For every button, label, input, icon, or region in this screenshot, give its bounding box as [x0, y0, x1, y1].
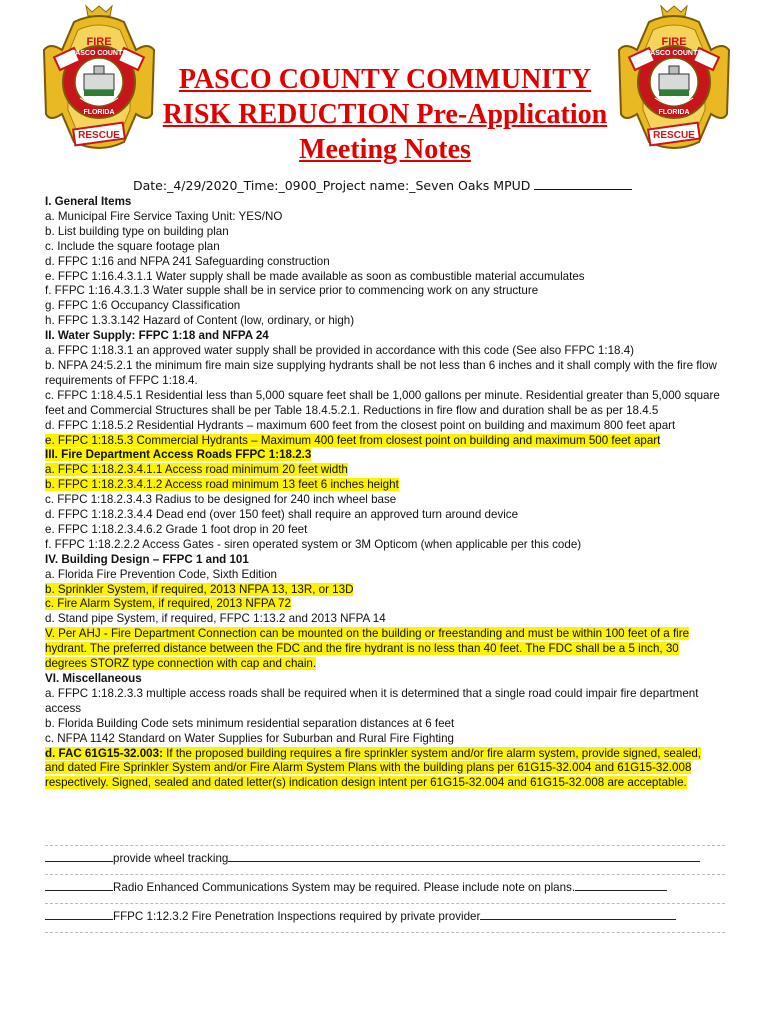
logo-ring-bottom-text: FLORIDA — [658, 109, 690, 116]
access-item-a: a. FFPC 1:18.2.3.4.1.1 Access road minimum 20 feet width — [45, 463, 348, 477]
design-item-a: a. Florida Fire Prevention Code, Sixth Edition — [45, 567, 277, 581]
misc-item-a: a. FFPC 1:18.2.3.3 multiple access roads shall be required when it is determined that a single road could impair fire department access — [45, 686, 699, 715]
note-underline — [45, 879, 113, 891]
section-heading-general: I. General Items — [45, 195, 132, 208]
note-line-1 — [45, 850, 725, 865]
note-underline — [45, 850, 113, 862]
water-item-a: a. FFPC 1:18.3.1 an approved water supply shall be provided in accordance with this code (See also FFPC 1:18.4) — [45, 344, 635, 358]
note-rule — [45, 874, 725, 875]
title-line-2: RISK REDUCTION Pre-Application — [162, 99, 608, 130]
general-item-d: d. FFPC 1:16 and NFPA 241 Safeguarding construction — [45, 254, 330, 268]
general-item-e: e. FFPC 1:16.4.3.1.1 Water supply shall be made available as soon as combustible material accumulates — [45, 269, 585, 283]
note-rule — [45, 845, 725, 846]
design-item-v: V. Per AHJ - Fire Department Connection can be mounted on the building or freestanding and must be within 100 feet of a fire hydrant. The preferred distance between the FDC and the fire hydrant is no less than 40 feet. The FDC shall be a 5 inch, 30 degrees STORZ type connection with cap and chain. — [45, 627, 690, 671]
general-item-c: c. Include the square footage plan — [45, 239, 220, 253]
water-item-b: b. NFPA 24:5.2.1 the minimum fire main size supplying hydrants shall be not less than 6 inches and it shall comply with the fire flow requirements of FFPC 1:18.4. — [45, 358, 717, 387]
access-item-e: e. FFPC 1:18.2.3.4.6.2 Grade 1 foot drop in 20 feet — [45, 522, 308, 536]
logo-top-text: FIRE — [86, 36, 112, 48]
title-line-3: Meeting Notes — [299, 134, 471, 165]
design-item-c: c. Fire Alarm System, if required, 2013 NFPA 72 — [45, 597, 291, 611]
note-line-2 — [45, 879, 725, 894]
access-item-f: f. FFPC 1:18.2.2.2 Access Gates - siren operated system or 3M Opticom (when applicable per this code) — [45, 537, 582, 551]
design-item-d: d. Stand pipe System, if required, FFPC 1:13.2 and 2013 NFPA 14 — [45, 612, 386, 626]
misc-item-d-text: If the proposed building requires a fire sprinkler system and/or fire alarm system, provide signed, sealed, and dated Fire Sprinkler System and/or Fire Alarm System Plans with the building plans per 61G15-32.004 and 61G15-32.008 respectively. Signed, sealed and dated letter(s) indication design intent per 61G15-32.004 and 61G15-32.008 are acceptable. — [45, 746, 702, 790]
date-line-text: Date:_4/29/2020_Time:_0900_Project name:_Seven Oaks MPUD — [133, 178, 531, 193]
project-name-blank — [534, 178, 632, 190]
general-item-f: f. FFPC 1:16.4.3.1.3 Water supple shall be in service prior to commencing work on any structure — [45, 284, 539, 298]
general-item-b: b. List building type on building plan — [45, 224, 229, 238]
section-heading-water: II. Water Supply: FFPC 1:18 and NFPA 24 — [45, 329, 269, 343]
note-underline — [575, 879, 667, 891]
access-item-d: d. FFPC 1:18.2.3.4.4 Dead end (over 150 feet) shall require an approved turn around device — [45, 508, 519, 522]
maltese-cross-fire-badge-icon — [44, 6, 154, 148]
note-underline — [45, 908, 113, 920]
note-rule — [45, 932, 725, 933]
document-title — [140, 62, 630, 167]
general-item-a: a. Municipal Fire Service Taxing Unit: YES/NO — [45, 209, 283, 223]
meeting-notes-body — [45, 195, 720, 791]
logo-bottom-text: RESCUE — [653, 130, 695, 141]
note-3-text: FFPC 1:12.3.2 Fire Penetration Inspections required by private provider — [113, 910, 481, 923]
logo-top-text: FIRE — [661, 36, 687, 48]
water-item-c: c. FFPC 1:18.4.5.1 Residential less than 5,000 square feet shall be 1,000 gallons per minute. Residential greater than 5,000 square feet and Commercial Structures shall be per Table 18.4.5.2.1. Reductions in fire flow and duration shall be as per 18.4.5 — [45, 388, 720, 417]
section-heading-access: III. Fire Department Access Roads FFPC 1:18.2.3 — [45, 448, 312, 462]
misc-item-d-label: d. FAC 61G15-32.003: — [45, 746, 163, 760]
access-item-b: b. FFPC 1:18.2.3.4.1.2 Access road minimum 13 feet 6 inches height — [45, 478, 399, 492]
access-item-c: c. FFPC 1:18.2.3.4.3 Radius to be designed for 240 inch wheel base — [45, 493, 397, 507]
general-item-h: h. FFPC 1.3.3.142 Hazard of Content (low, ordinary, or high) — [45, 314, 355, 328]
note-underline — [228, 850, 700, 862]
note-underline — [480, 908, 676, 920]
misc-item-c: c. NFPA 1142 Standard on Water Supplies for Suburban and Rural Fire Fighting — [45, 731, 455, 745]
general-item-g: g. FFPC 1:6 Occupancy Classification — [45, 299, 241, 313]
title-line-1: PASCO COUNTY COMMUNITY — [178, 64, 592, 95]
section-heading-design: IV. Building Design – FFPC 1 and 101 — [45, 552, 249, 566]
maltese-cross-fire-badge-icon — [619, 6, 729, 148]
misc-item-b: b. Florida Building Code sets minimum residential separation distances at 6 feet — [45, 716, 455, 730]
water-item-d: d. FFPC 1:18.5.2 Residential Hydrants – maximum 600 feet from the closest point on building and maximum 800 feet apart — [45, 418, 676, 432]
date-time-project-line — [133, 178, 632, 193]
logo-ring-bottom-text: FLORIDA — [83, 109, 115, 116]
note-rule — [45, 903, 725, 904]
logo-bottom-text: RESCUE — [78, 130, 120, 141]
note-line-3 — [45, 908, 725, 923]
pasco-fire-rescue-logo-right — [615, 2, 733, 172]
logo-ring-top-text: PASCO COUNTY — [646, 50, 702, 57]
water-item-e: e. FFPC 1:18.5.3 Commercial Hydrants – Maximum 400 feet from closest point on building and maximum 500 feet apart — [45, 433, 661, 447]
note-2-text: Radio Enhanced Communications System may be required. Please include note on plans. — [113, 881, 576, 894]
design-item-b: b. Sprinkler System, if required, 2013 NFPA 13, 13R, or 13D — [45, 582, 354, 596]
section-heading-misc: VI. Miscellaneous — [45, 672, 142, 685]
logo-ring-top-text: PASCO COUNTY — [71, 50, 127, 57]
note-1-text: provide wheel tracking — [113, 852, 229, 865]
